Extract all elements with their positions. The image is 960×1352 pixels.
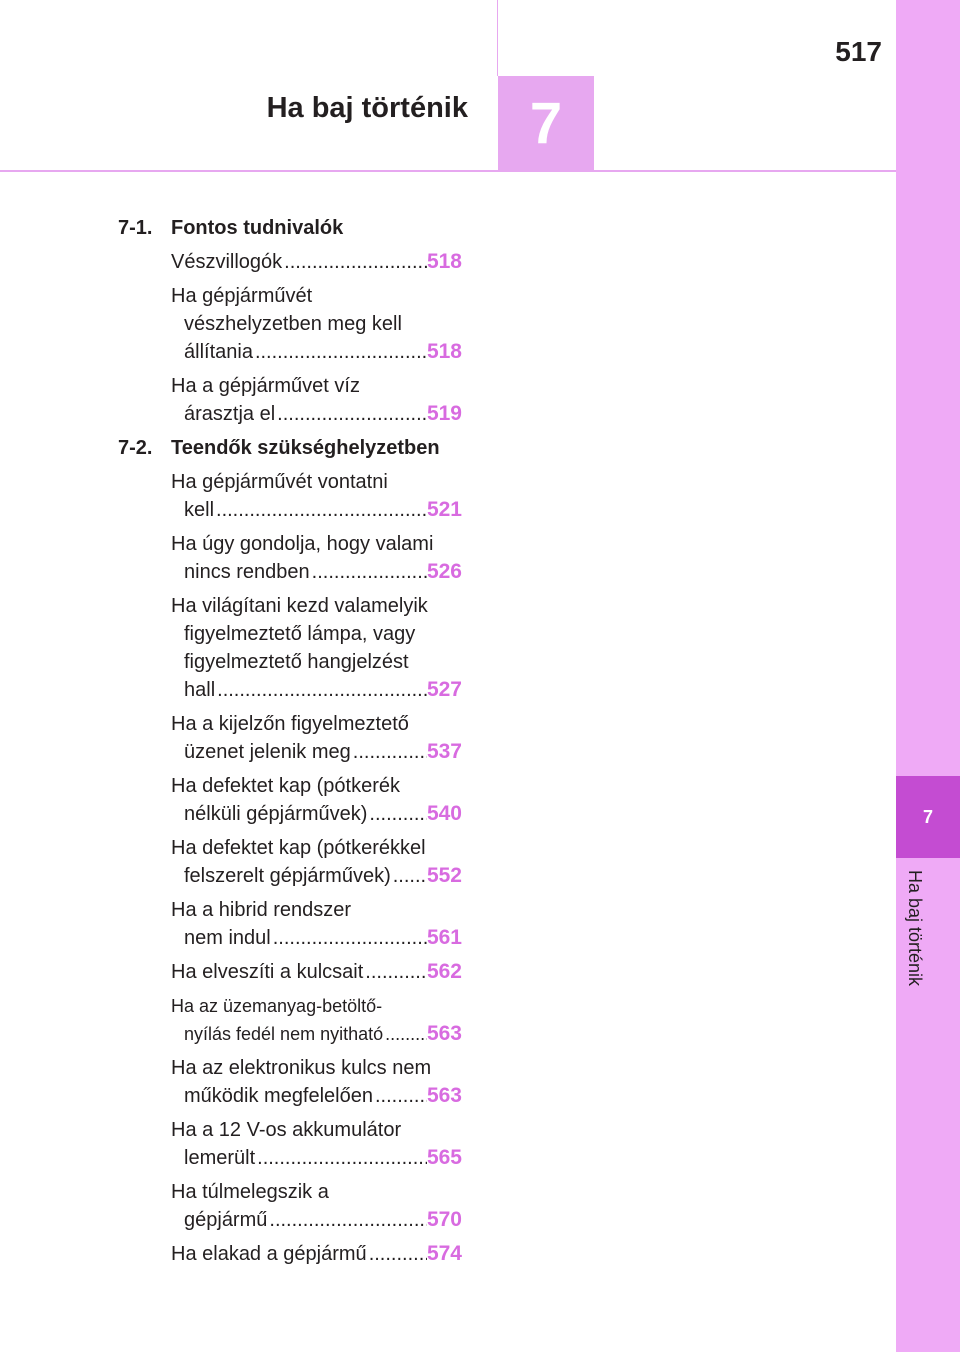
toc-entry[interactable] (171, 372, 462, 428)
toc-entry-line (171, 992, 462, 1020)
toc-entry-text: Ha elakad a gépjármű (171, 1243, 367, 1265)
toc-entry[interactable] (171, 1178, 462, 1234)
page-reference[interactable]: 565 (426, 1146, 462, 1169)
toc-entry-text: Vészvillogók (171, 251, 283, 273)
page-reference[interactable]: 527 (426, 678, 462, 701)
page-reference[interactable]: 561 (426, 926, 462, 949)
toc-entry-text: Ha túlmelegszik a (171, 1181, 329, 1203)
toc-section-heading (118, 434, 462, 462)
page-number: 517 (835, 36, 882, 67)
leader-dots (277, 400, 427, 428)
toc-entry-text: gépjármű (184, 1209, 268, 1231)
toc-entry-line (171, 310, 462, 338)
toc-entry-line (171, 592, 462, 620)
toc-entry-line (171, 676, 462, 704)
toc-entry-text: Ha a kijelzőn figyelmeztető (171, 713, 409, 735)
page-reference[interactable]: 563 (426, 1022, 462, 1045)
toc-entry-line (171, 1178, 462, 1206)
page-reference[interactable]: 540 (426, 802, 462, 825)
section-title: Teendők szükséghelyzetben (171, 437, 440, 459)
leader-dots (353, 738, 427, 766)
page-reference[interactable]: 552 (426, 864, 462, 887)
toc-entry-line (171, 496, 462, 524)
page-reference[interactable]: 537 (426, 740, 462, 763)
leader-dots (269, 1206, 427, 1234)
toc-entry-text: üzenet jelenik meg (184, 741, 351, 763)
toc-entry-text: állítania (184, 341, 253, 363)
toc-entry[interactable] (171, 992, 462, 1048)
page-reference[interactable]: 521 (426, 498, 462, 521)
toc-entry-line (171, 282, 462, 310)
section-number: 7-2. (118, 437, 153, 459)
toc-entry-text: Ha úgy gondolja, hogy valami (171, 533, 434, 555)
toc-entry[interactable] (171, 468, 462, 524)
page-reference[interactable]: 518 (426, 250, 462, 273)
toc-entry-line (171, 372, 462, 400)
toc-entry-line (171, 1240, 462, 1268)
toc-entry-line (171, 648, 462, 676)
table-of-contents (118, 214, 462, 1274)
toc-entry-text: Ha defektet kap (pótkerékkel (171, 837, 426, 859)
toc-entry-text: figyelmeztető hangjelzést (184, 651, 409, 673)
toc-entry-text: Ha gépjárművét vontatni (171, 471, 388, 493)
toc-entry-line (171, 468, 462, 496)
toc-entry-line (171, 620, 462, 648)
toc-entry-line (171, 800, 462, 828)
toc-entry-line (171, 400, 462, 428)
leader-dots (385, 1020, 427, 1048)
toc-entry[interactable] (171, 896, 462, 952)
header-divider-vertical (497, 0, 498, 76)
toc-entry-text: Ha a 12 V-os akkumulátor (171, 1119, 402, 1141)
page-reference[interactable]: 526 (426, 560, 462, 583)
header-divider (0, 170, 896, 172)
toc-entry-text: Ha gépjárművét (171, 285, 313, 307)
side-tab (896, 0, 960, 1352)
leader-dots (369, 1240, 427, 1268)
toc-entry-text: Ha az üzemanyag-betöltő- (171, 996, 383, 1016)
toc-entry[interactable] (171, 1116, 462, 1172)
toc-entry-text: Ha elveszíti a kulcsait (171, 961, 364, 983)
toc-entry-line (171, 738, 462, 766)
leader-dots (216, 496, 427, 524)
leader-dots (375, 1082, 427, 1110)
page-reference[interactable]: 563 (426, 1084, 462, 1107)
toc-entry-text: hall (184, 679, 216, 701)
side-tab-number: 7 (922, 806, 933, 827)
leader-dots (257, 1144, 427, 1172)
toc-entry[interactable] (171, 530, 462, 586)
section-number: 7-1. (118, 217, 153, 239)
toc-entry-line (171, 248, 462, 276)
leader-dots (273, 924, 427, 952)
page-reference[interactable]: 562 (426, 960, 462, 983)
toc-entry-text: figyelmeztető lámpa, vagy (184, 623, 416, 645)
chapter-number-box (498, 76, 594, 171)
toc-entry-text: nem indul (184, 927, 271, 949)
toc-entry-line (171, 958, 462, 986)
toc-entry[interactable] (171, 248, 462, 276)
toc-entry-text: működik megfelelően (184, 1085, 373, 1107)
toc-entry-text: nyílás fedél nem nyitható (184, 1024, 384, 1044)
toc-entry-text: árasztja el (184, 403, 276, 425)
toc-entry-text: Ha a hibrid rendszer (171, 899, 352, 921)
toc-entry-line (171, 338, 462, 366)
toc-entry[interactable] (171, 710, 462, 766)
chapter-title: Ha baj történik (266, 92, 468, 124)
leader-dots (284, 248, 427, 276)
toc-entry[interactable] (171, 592, 462, 704)
toc-entry-text: kell (184, 499, 215, 521)
toc-entry-text: Ha az elektronikus kulcs nem (171, 1057, 432, 1079)
toc-entry[interactable] (171, 1054, 462, 1110)
toc-section-heading (118, 214, 462, 242)
toc-entry-line (171, 1144, 462, 1172)
page-reference[interactable]: 519 (426, 402, 462, 425)
toc-entry-line (171, 558, 462, 586)
toc-entry[interactable] (171, 772, 462, 828)
section-title: Fontos tudnivalók (171, 217, 344, 239)
toc-entry-text: felszerelt gépjárművek) (184, 865, 391, 887)
toc-entry-text: nélküli gépjárművek) (184, 803, 368, 825)
toc-entry-line (171, 710, 462, 738)
leader-dots (369, 800, 427, 828)
page-reference[interactable]: 574 (426, 1242, 462, 1265)
leader-dots (255, 338, 427, 366)
toc-entry-line (171, 1020, 462, 1048)
leader-dots (312, 558, 427, 586)
toc-entry[interactable] (171, 834, 462, 890)
toc-entry-text: lemerült (184, 1147, 256, 1169)
toc-entry-text: Ha defektet kap (pótkerék (171, 775, 401, 797)
toc-entry-line (171, 772, 462, 800)
chapter-number: 7 (529, 91, 563, 156)
toc-entry-line (171, 1206, 462, 1234)
toc-entry-line (171, 924, 462, 952)
page-reference[interactable]: 570 (426, 1208, 462, 1231)
side-tab-label: Ha baj történik (905, 870, 925, 987)
toc-entry[interactable] (171, 282, 462, 366)
toc-entry-line (171, 1082, 462, 1110)
toc-entry[interactable] (171, 1240, 462, 1268)
toc-entry-line (171, 896, 462, 924)
toc-entry-text: Ha világítani kezd valamelyik (171, 595, 428, 617)
toc-entry-line (171, 834, 462, 862)
toc-entry-line (171, 1054, 462, 1082)
side-tab-chapter-7[interactable] (896, 776, 960, 858)
toc-entry[interactable] (171, 958, 462, 986)
page-reference[interactable]: 518 (426, 340, 462, 363)
leader-dots (393, 862, 427, 890)
toc-entry-line (171, 862, 462, 890)
toc-entry-text: nincs rendben (184, 561, 310, 583)
leader-dots (217, 676, 427, 704)
toc-entry-line (171, 530, 462, 558)
toc-entry-line (171, 1116, 462, 1144)
toc-entry-text: Ha a gépjárművet víz (171, 375, 360, 397)
leader-dots (365, 958, 427, 986)
toc-entry-text: vészhelyzetben meg kell (184, 313, 402, 335)
